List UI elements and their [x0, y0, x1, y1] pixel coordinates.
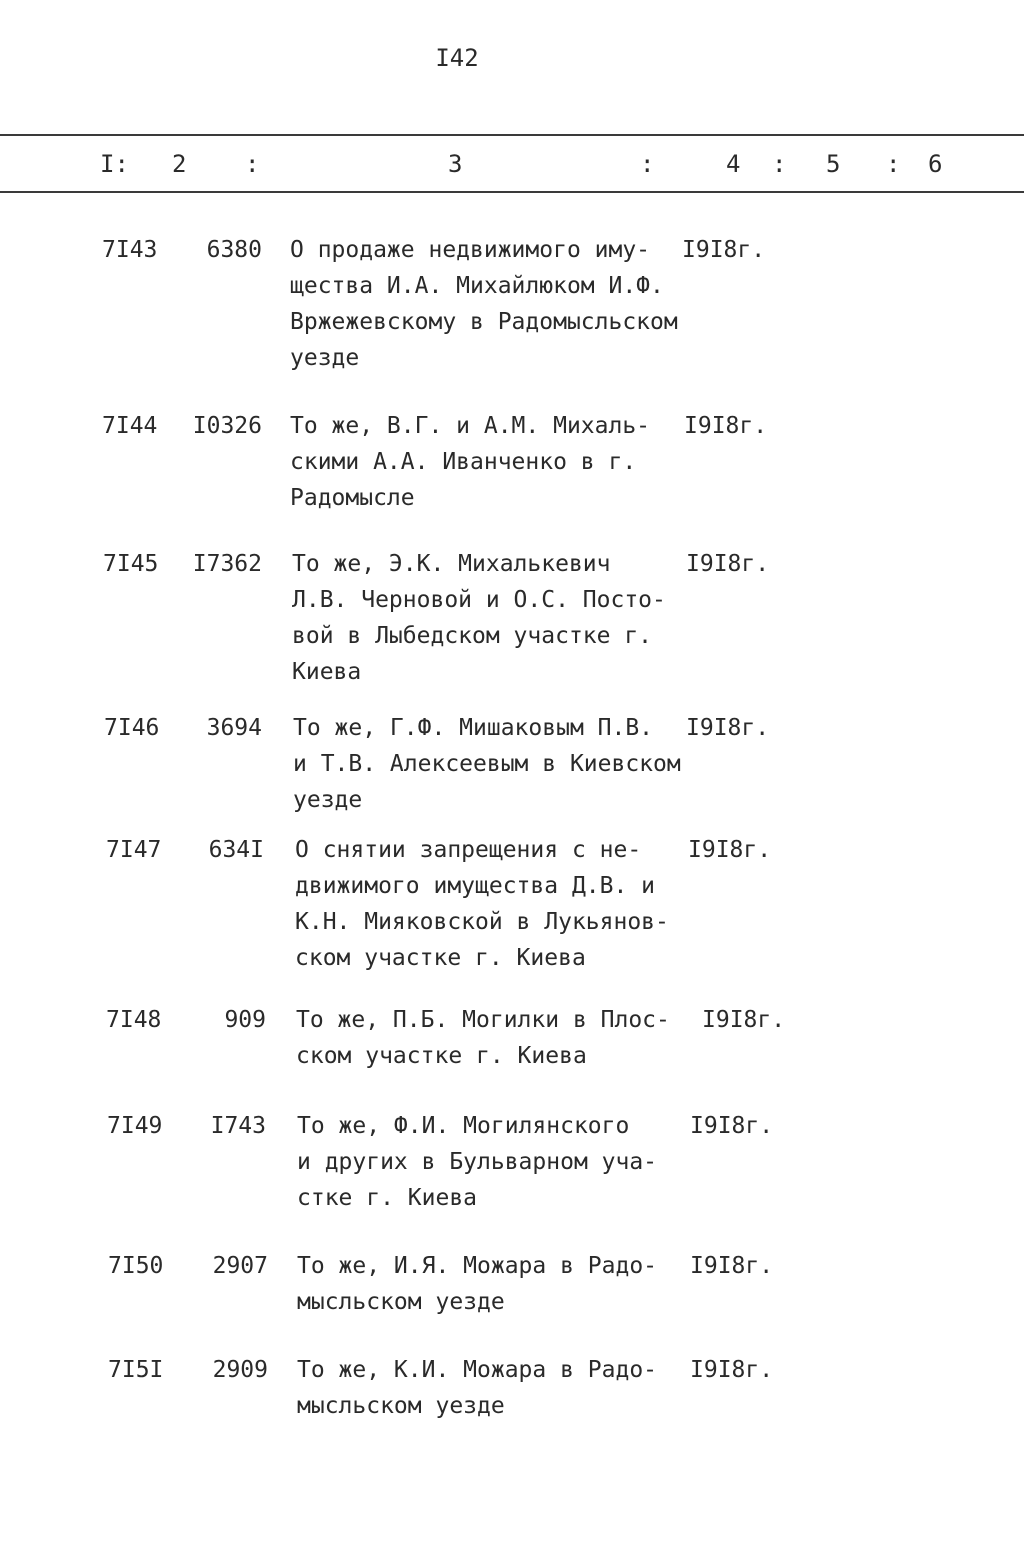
old-number: 3694 [206, 715, 262, 741]
page-number: I42 [435, 44, 479, 72]
item-date: I9I8г. [690, 1113, 774, 1139]
old-number: 909 [224, 1007, 266, 1033]
item-title: То же, Э.К. Михалькевич Л.В. Черновой и О.С. Посто- вой в Лыбедском участке г. Киева [292, 551, 666, 685]
item-title: То же, П.Б. Могилки в Плос- ском участке г. Киева [296, 1007, 670, 1069]
header-bottom-rule [0, 191, 1024, 193]
header-col-4: 4 [726, 150, 741, 178]
header-col-2: 2 [172, 150, 187, 178]
item-title: О снятии запрещения с не- движимого имущества Д.В. и К.Н. Мияковской в Лукьянов- ском участке г. Киева [295, 837, 669, 971]
item-date: I9I8г. [690, 1357, 774, 1383]
old-number: I7362 [192, 551, 262, 577]
item-number: 7I43 [102, 237, 158, 263]
item-number: 7I46 [104, 715, 160, 741]
item-title: То же, К.И. Можара в Радо- мысльском уезде [297, 1357, 658, 1419]
header-separator-4: : [886, 150, 901, 178]
item-number: 7I44 [102, 413, 158, 439]
item-title: То же, Ф.И. Могилянского и других в Бульварном уча- стке г. Киева [297, 1113, 658, 1211]
item-date: I9I8г. [684, 413, 768, 439]
header-separator-1: : [245, 150, 260, 178]
old-number: 2907 [212, 1253, 268, 1279]
item-number: 7I49 [107, 1113, 163, 1139]
item-date: I9I8г. [690, 1253, 774, 1279]
header-separator-2: : [640, 150, 655, 178]
item-title: О продаже недвижимого иму- щества И.А. Михайлюком И.Ф. Вржежевскому в Радомысльском уезде [290, 237, 678, 371]
item-number: 7I47 [106, 837, 162, 863]
item-title: То же, Г.Ф. Мишаковым П.В. и Т.В. Алексеевым в Киевском уезде [293, 715, 681, 813]
item-date: I9I8г. [682, 237, 766, 263]
old-number: 6380 [206, 237, 262, 263]
old-number: I0326 [192, 413, 262, 439]
item-number: 7I5I [108, 1357, 164, 1383]
old-number: I743 [210, 1113, 266, 1139]
header-col-3: 3 [448, 150, 463, 178]
item-date: I9I8г. [686, 551, 770, 577]
header-col-6: 6 [928, 150, 943, 178]
item-title: То же, В.Г. и А.М. Михаль- скими А.А. Иванченко в г. Радомысле [290, 413, 651, 511]
item-number: 7I48 [106, 1007, 162, 1033]
header-separator-3: : [772, 150, 787, 178]
old-number: 634I [208, 837, 264, 863]
item-number: 7I50 [108, 1253, 164, 1279]
item-title: То же, И.Я. Можара в Радо- мысльском уезде [297, 1253, 658, 1315]
item-date: I9I8г. [686, 715, 770, 741]
item-date: I9I8г. [688, 837, 772, 863]
header-col-1: I: [100, 150, 129, 178]
header-col-5: 5 [826, 150, 841, 178]
item-date: I9I8г. [702, 1007, 786, 1033]
old-number: 2909 [212, 1357, 268, 1383]
item-number: 7I45 [103, 551, 159, 577]
header-top-rule [0, 134, 1024, 136]
